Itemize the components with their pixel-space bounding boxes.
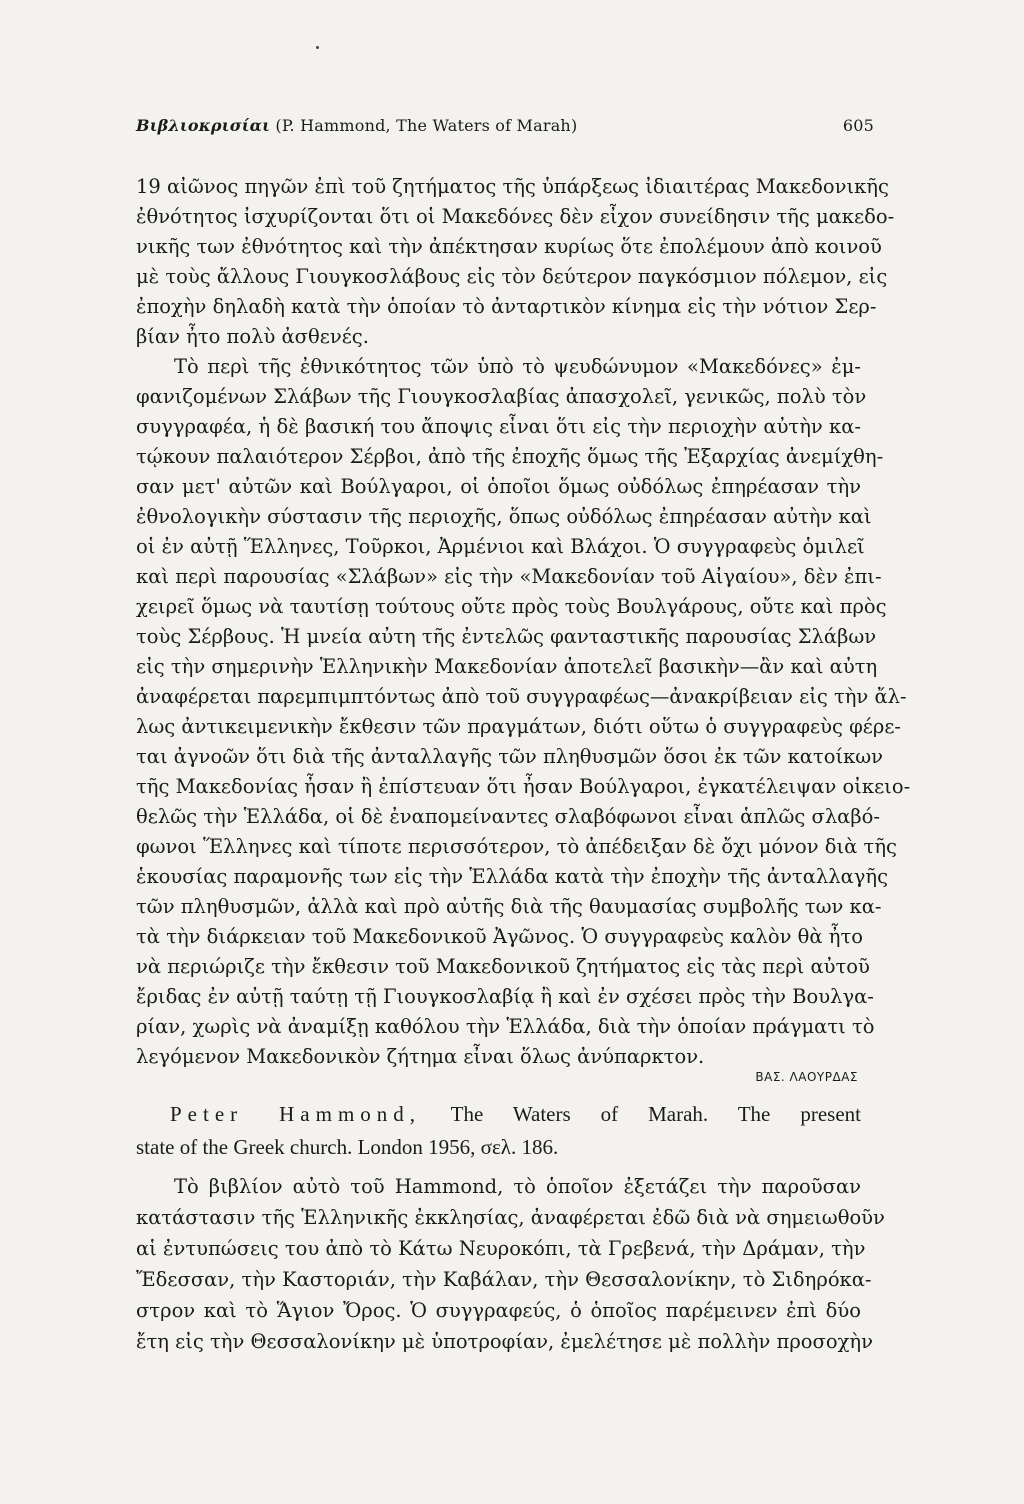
text-line: φωνοι Ἕλληνες καὶ τίποτε περισσότερον, τὸ ἀπέδειξαν δὲ ὄχι μόνον διὰ τῆς (136, 835, 897, 858)
text-line: νὰ περιώριζε τὴν ἔκθεσιν τοῦ Μακεδονικοῦ ζητήματος εἰς τὰς περὶ αὐτοῦ (136, 955, 870, 978)
text-line: τῆς Μακεδονίας ἦσαν ἢ ἐπίστευαν ὅτι ἦσαν Βούλγαροι, ἐγκατέλειψαν οἰκειο- (136, 775, 911, 798)
text-line: νικῆς των ἐθνότητος καὶ τὴν ἀπέκτησαν κυρίως ὅτε ἐπολέμουν ἀπὸ κοινοῦ (136, 235, 882, 258)
text-line: ἀναφέρεται παρεμπιμπτόντως ἀπὸ τοῦ συγγραφέως—ἀνακρίβειαν εἰς τὴν ἄλ- (136, 685, 907, 708)
scan-speck (316, 46, 319, 49)
book-author: Peter Hammond, (170, 1102, 422, 1126)
text-line: στρον καὶ τὸ Ἅγιον Ὄρος. Ὁ συγγραφεύς, ὁ ὁποῖος παρέμεινεν ἐπὶ δύο (136, 1299, 861, 1322)
text-line: οἱ ἐν αὐτῇ Ἕλληνες, Τοῦρκοι, Ἀρμένιοι καὶ Βλάχοι. Ὁ συγγραφεὺς ὁμιλεῖ (136, 535, 865, 558)
text-line: μὲ τοὺς ἄλλους Γιουγκοσλάβους εἰς τὸν δεύτερον παγκόσμιον πόλεμον, εἰς (136, 265, 888, 288)
book-reference (170, 1097, 861, 1131)
text-line: βίαν ἦτο πολὺ ἀσθενές. (136, 325, 369, 348)
text-line: τοὺς Σέρβους. Ἡ μνεία αὐτη τῆς ἐντελῶς φανταστικῆς παρουσίας Σλάβων (136, 625, 877, 648)
text-line: θελῶς τὴν Ἑλλάδα, οἱ δὲ ἐναπομείναντες σλαβόφωνοι εἶναι ἁπλῶς σλαβό- (136, 805, 880, 828)
text-line: αἱ ἐντυπώσεις του ἀπὸ τὸ Κάτω Νευροκόπι, τὰ Γρεβενά, τὴν Δράμαν, τὴν (136, 1237, 866, 1260)
running-head-section: Βιβλιοκρισίαι (136, 116, 271, 135)
text-line: 19 αἰῶνος πηγῶν ἐπὶ τοῦ ζητήματος τῆς ὑπάρξεως ἰδιαιτέρας Μακεδονικῆς (136, 175, 889, 198)
text-line: χειρεῖ ὅμως νὰ ταυτίσῃ τούτους οὔτε πρὸς τοὺς Βουλγάρους, οὔτε καὶ πρὸς (136, 595, 887, 618)
text-line: καὶ περὶ παρουσίας «Σλάβων» εἰς τὴν «Μακεδονίαν τοῦ Αἰγαίου», δὲν ἐπι- (136, 565, 882, 588)
text-line: ται ἀγνοῶν ὅτι διὰ τῆς ἀνταλλαγῆς τῶν πληθυσμῶν ὅσοι ἐκ τῶν κατοίκων (136, 745, 884, 768)
paragraph-start: Τὸ βιβλίον αὐτὸ τοῦ Hammond, τὸ ὁποῖον ἐξετάζει τὴν παροῦσαν (174, 1175, 861, 1198)
reviewer-signature: ΒΑΣ. ΛΑΟΥΡΔΑΣ (755, 1070, 858, 1084)
text-line: ἐποχὴν δηλαδὴ κατὰ τὴν ὁποίαν τὸ ἀνταρτικὸν κίνημα εἰς τὴν νότιον Σερ- (136, 295, 877, 318)
text-line: Ἔδεσσαν, τὴν Καστοριάν, τὴν Καβάλαν, τὴν Θεσσαλονίκην, τὸ Σιδηρόκα- (136, 1268, 872, 1291)
text-line: ἐθνότητος ἰσχυρίζονται ὅτι οἱ Μακεδόνες δὲν εἶχον συνείδησιν τῆς μακεδο- (136, 205, 895, 228)
text-line: ἔριδας ἐν αὐτῇ ταύτῃ τῇ Γιουγκοσλαβίᾳ ἢ καὶ ἐν σχέσει πρὸς τὴν Βουλγα- (136, 985, 874, 1008)
text-line: φανιζομένων Σλάβων τῆς Γιουγκοσλαβίας ἀπασχολεῖ, γενικῶς, πολὺ τὸν (136, 385, 867, 408)
text-line: ἔτη εἰς τὴν Θεσσαλονίκην μὲ ὑποτροφίαν, ἐμελέτησε μὲ πολλὴν προσοχὴν (136, 1330, 873, 1353)
book-reference-details: state of the Greek church. London 1956, σελ. 186. (136, 1135, 559, 1159)
text-line: λως ἀντικειμενικὴν ἔκθεσιν τῶν πραγμάτων, διότι οὕτω ὁ συγγραφεὺς φέρε- (136, 715, 902, 738)
text-line: κατάστασιν τῆς Ἑλληνικῆς ἐκκλησίας, ἀναφέρεται ἐδῶ διὰ νὰ σημειωθοῦν (136, 1206, 885, 1229)
text-line: εἰς τὴν σημερινὴν Ἑλληνικὴν Μακεδονίαν ἀποτελεῖ βασικὴν—ἂν καὶ αὐτη (136, 655, 878, 678)
running-head (136, 116, 874, 146)
text-line: σαν μετ' αὐτῶν καὶ Βούλγαροι, οἱ ὁποῖοι ὅμως οὐδόλως ἐπηρέασαν τὴν (136, 475, 861, 498)
page-number: 605 (842, 116, 874, 135)
text-line: συγγραφέα, ἡ δὲ βασική του ἄποψις εἶναι ὅτι εἰς τὴν περιοχὴν αὐτὴν κα- (136, 415, 861, 438)
text-line: τῴκουν παλαιότερον Σέρβοι, ἀπὸ τῆς ἐποχῆς ὅμως τῆς Ἐξαρχίας ἀνεμίχθη- (136, 445, 884, 468)
paragraph-start: Τὸ περὶ τῆς ἐθνικότητος τῶν ὑπὸ τὸ ψευδώνυμον «Μακεδόνες» ἐμ- (174, 355, 861, 378)
text-line: τῶν πληθυσμῶν, ἀλλὰ καὶ πρὸ αὐτῆς διὰ τῆς θαυμασίας συμβολῆς των κα- (136, 895, 882, 918)
text-line: ρίαν, χωρὶς νὰ ἀναμίξῃ καθόλου τὴν Ἑλλάδα, διὰ τὴν ὁποίαν πράγματι τὸ (136, 1015, 875, 1038)
text-line: τὰ τὴν διάρκειαν τοῦ Μακεδονικοῦ Ἀγῶνος. Ὁ συγγραφεὺς καλὸν θὰ ἦτο (136, 925, 863, 948)
text-line: ἑκουσίας παραμονῆς των εἰς τὴν Ἑλλάδα κατὰ τὴν ἐποχὴν τῆς ἀνταλλαγῆς (136, 865, 889, 888)
text-line: ἐθνολογικὴν σύστασιν τῆς περιοχῆς, ὅπως οὐδόλως ἐπηρέασαν αὐτὴν καὶ (136, 505, 872, 528)
book-title: The Waters of Marah. The present (450, 1102, 861, 1126)
running-head-citation: (P. Hammond, The Waters of Marah) (275, 116, 578, 135)
text-line: λεγόμενον Μακεδονικὸν ζήτημα εἶναι ὅλως ἀνύπαρκτον. (136, 1045, 705, 1068)
